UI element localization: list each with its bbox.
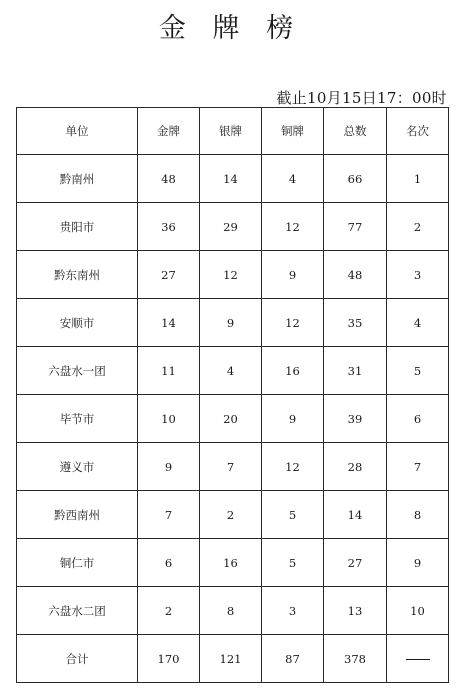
cell-total: 77 — [324, 203, 387, 251]
table-row — [17, 491, 449, 539]
cell-total: 66 — [324, 155, 387, 203]
cell-silver: 20 — [200, 395, 262, 443]
cell-rank: 8 — [387, 491, 449, 539]
cell-gold: 36 — [138, 203, 200, 251]
cell-bronze: 5 — [262, 539, 324, 587]
cell-silver: 4 — [200, 347, 262, 395]
total-gold: 170 — [138, 635, 200, 683]
page-title: 金 牌 榜 — [158, 13, 303, 44]
header-bronze: 铜牌 — [262, 108, 324, 155]
cell-unit: 六盘水二团 — [17, 587, 138, 635]
header-unit: 单位 — [17, 108, 138, 155]
header-silver: 银牌 — [200, 108, 262, 155]
table-row — [17, 155, 449, 203]
cell-unit: 铜仁市 — [17, 539, 138, 587]
cell-total: 27 — [324, 539, 387, 587]
table-row — [17, 587, 449, 635]
total-count: 378 — [324, 635, 387, 683]
cell-silver: 12 — [200, 251, 262, 299]
cell-gold: 9 — [138, 443, 200, 491]
cell-gold: 10 — [138, 395, 200, 443]
cell-total: 14 — [324, 491, 387, 539]
table-row — [17, 299, 449, 347]
cell-bronze: 9 — [262, 251, 324, 299]
total-bronze: 87 — [262, 635, 324, 683]
cell-bronze: 3 — [262, 587, 324, 635]
cell-gold: 7 — [138, 491, 200, 539]
cell-silver: 14 — [200, 155, 262, 203]
cell-bronze: 12 — [262, 203, 324, 251]
cell-unit: 贵阳市 — [17, 203, 138, 251]
cell-rank: 7 — [387, 443, 449, 491]
cell-rank: 6 — [387, 395, 449, 443]
cell-gold: 14 — [138, 299, 200, 347]
cell-unit: 黔南州 — [17, 155, 138, 203]
header-total: 总数 — [324, 108, 387, 155]
cell-total: 35 — [324, 299, 387, 347]
cell-total: 28 — [324, 443, 387, 491]
cell-gold: 48 — [138, 155, 200, 203]
table-row — [17, 203, 449, 251]
cell-silver: 8 — [200, 587, 262, 635]
cutoff-time: 截止10月15日17：00时 — [276, 89, 447, 107]
cell-unit: 黔西南州 — [17, 491, 138, 539]
cell-rank: 1 — [387, 155, 449, 203]
total-label: 合计 — [17, 635, 138, 683]
cell-rank: 9 — [387, 539, 449, 587]
cell-rank: 3 — [387, 251, 449, 299]
cell-total: 39 — [324, 395, 387, 443]
cell-unit: 黔东南州 — [17, 251, 138, 299]
cell-unit: 遵义市 — [17, 443, 138, 491]
cell-total: 31 — [324, 347, 387, 395]
header-rank: 名次 — [387, 108, 449, 155]
cell-unit: 安顺市 — [17, 299, 138, 347]
table-row — [17, 443, 449, 491]
medal-table — [16, 107, 449, 683]
total-rank-empty — [387, 635, 449, 683]
table-header-row — [17, 108, 449, 155]
cell-bronze: 5 — [262, 491, 324, 539]
total-silver: 121 — [200, 635, 262, 683]
cell-bronze: 4 — [262, 155, 324, 203]
cell-unit: 六盘水一团 — [17, 347, 138, 395]
table-row — [17, 251, 449, 299]
cell-rank: 10 — [387, 587, 449, 635]
dash-mark — [406, 659, 430, 660]
cell-total: 48 — [324, 251, 387, 299]
cell-unit: 毕节市 — [17, 395, 138, 443]
cell-silver: 2 — [200, 491, 262, 539]
cell-gold: 2 — [138, 587, 200, 635]
cell-gold: 27 — [138, 251, 200, 299]
cell-bronze: 12 — [262, 299, 324, 347]
cell-bronze: 16 — [262, 347, 324, 395]
cell-gold: 6 — [138, 539, 200, 587]
cell-gold: 11 — [138, 347, 200, 395]
total-row — [17, 635, 449, 683]
table-row — [17, 395, 449, 443]
cell-silver: 7 — [200, 443, 262, 491]
cell-rank: 2 — [387, 203, 449, 251]
cell-silver: 16 — [200, 539, 262, 587]
table-row — [17, 347, 449, 395]
header-gold: 金牌 — [138, 108, 200, 155]
cell-rank: 5 — [387, 347, 449, 395]
cell-total: 13 — [324, 587, 387, 635]
cell-bronze: 9 — [262, 395, 324, 443]
cell-rank: 4 — [387, 299, 449, 347]
cell-silver: 29 — [200, 203, 262, 251]
table-row — [17, 539, 449, 587]
cell-bronze: 12 — [262, 443, 324, 491]
cell-silver: 9 — [200, 299, 262, 347]
